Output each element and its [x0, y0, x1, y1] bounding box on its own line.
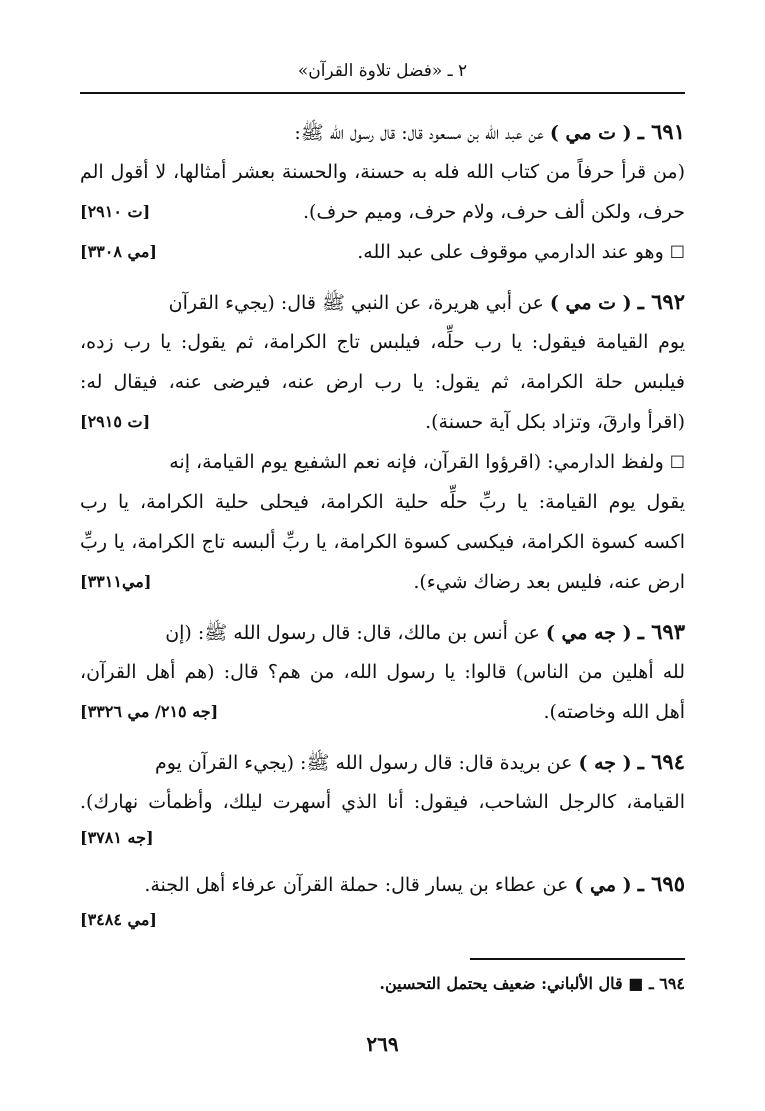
- text-line: [80, 782, 685, 822]
- reference-citation: [مي ٣٤٨٤]: [80, 910, 157, 929]
- line-text: لله أهلين من الناس) قالوا: يا رسول الله، من هم؟ قال: (هم أهل القرآن،: [80, 661, 685, 683]
- hadith-number: ٦٩٣ ـ: [637, 619, 685, 644]
- text-line: [80, 232, 685, 272]
- source-tag: ( جه ): [578, 752, 632, 774]
- reference-citation: [مي٣٣١١]: [80, 572, 152, 591]
- line-text: ارض عنه، فليس بعد رضاك شيء).: [413, 571, 685, 593]
- text-line: [80, 742, 685, 782]
- source-tag: ( ت مي ): [549, 292, 632, 314]
- text-line: [80, 692, 685, 732]
- source-tag: ( ت مي ): [549, 122, 632, 144]
- text-line: [80, 282, 685, 322]
- line-text: (اقرأ وارقَ، وتزاد بكل آية حسنة).: [425, 411, 685, 433]
- text-line: [80, 152, 685, 192]
- line-text: عن بريدة قال: قال رسول الله ﷺ: (يجيء القرآن يوم: [154, 752, 573, 774]
- line-text: عن عطاء بن يسار قال: حملة القرآن عرفاء أهل الجنة.: [144, 874, 569, 896]
- source-tag: ( جه مي ): [545, 622, 632, 644]
- hadith-number: ٦٩١ ـ: [637, 119, 685, 144]
- line-text: يوم القيامة فيقول: يا رب حلِّه، فيلبس تاج الكرامة، ثم يقول: يا رب زده،: [80, 331, 685, 353]
- text-line: [80, 562, 685, 602]
- footnote: ٦٩٤ ـ ■ قال الألباني: ضعيف يحتمل التحسين.: [379, 974, 685, 993]
- text-line: [80, 402, 685, 442]
- header-divider: [80, 92, 685, 94]
- text-line: [80, 442, 685, 482]
- line-text: فيلبس حلة الكرامة، ثم يقول: يا رب ارض عنه، فيرضى عنه، فيقال له:: [80, 371, 685, 393]
- note-box-icon: ☐: [669, 453, 685, 473]
- text-line: [80, 362, 685, 402]
- line-text: القيامة، كالرجل الشاحب، فيقول: أنا الذي أسهرت ليلك، وأظمأت نهارك).: [80, 791, 685, 813]
- reference-citation: [جه ٣٧٨١]: [80, 828, 154, 847]
- hadith-entry: [80, 112, 685, 272]
- page-header-title: ٢ ـ «فضل تلاوة القرآن»: [297, 61, 468, 81]
- text-line: [80, 822, 685, 854]
- reference-citation: [ت ٢٩١٥]: [80, 412, 151, 431]
- line-text: عن أنس بن مالك، قال: قال رسول الله ﷺ: (إن: [165, 622, 540, 644]
- source-tag: ( مي ): [574, 874, 632, 896]
- page-number: ٢٦٩: [366, 1032, 399, 1056]
- line-text: اكسه كسوة الكرامة، فيكسى كسوة الكرامة، يا ربِّ ألبسه تاج الكرامة، يا ربِّ: [80, 531, 685, 553]
- text-line: [80, 322, 685, 362]
- hadith-entry: [80, 864, 685, 936]
- line-text: (من قرأ حرفاً من كتاب الله فله به حسنة، والحسنة بعشر أمثالها، لا أقول الم: [80, 161, 685, 183]
- hadith-entry: [80, 612, 685, 732]
- text-line: [80, 112, 685, 152]
- hadith-number: ٦٩٢ ـ: [637, 289, 685, 314]
- line-text: وهو عند الدارمي موقوف على عبد الله.: [357, 241, 664, 263]
- line-text: حرف، ولكن ألف حرف، ولام حرف، وميم حرف).: [303, 201, 685, 223]
- note-box-icon: ☐: [669, 243, 685, 263]
- hadith-number: ٦٩٥ ـ: [637, 871, 685, 896]
- footnote-divider: [470, 958, 685, 960]
- text-line: [80, 522, 685, 562]
- text-line: [80, 482, 685, 522]
- reference-citation: [مي ٣٣٠٨]: [80, 242, 157, 261]
- reference-citation: [ت ٢٩١٠]: [80, 202, 151, 221]
- line-text: أهل الله وخاصته).: [543, 701, 685, 723]
- hadith-entry: [80, 742, 685, 854]
- text-line: [80, 652, 685, 692]
- hadith-list: [80, 112, 685, 946]
- line-text: يقول يوم القيامة: يا ربِّ حلِّه حلية الكرامة، فيحلى حلية الكرامة، يا رب: [80, 491, 685, 513]
- text-line: [80, 904, 685, 936]
- line-text: ولفظ الدارمي: (اقرؤوا القرآن، فإنه نعم الشفيع يوم القيامة، إنه: [169, 451, 664, 473]
- hadith-number: ٦٩٤ ـ: [637, 749, 685, 774]
- line-text: عن أبي هريرة، عن النبي ﷺ قال: (يجيء القرآن: [168, 292, 544, 314]
- text-line: [80, 864, 685, 904]
- hadith-entry: [80, 282, 685, 602]
- line-text: عن عبد الله بن مسعود قال: قال رسول الله ﷺ:: [294, 122, 544, 144]
- text-line: [80, 192, 685, 232]
- reference-citation: [جه ٢١٥/ مي ٣٣٢٦]: [80, 702, 219, 721]
- text-line: [80, 612, 685, 652]
